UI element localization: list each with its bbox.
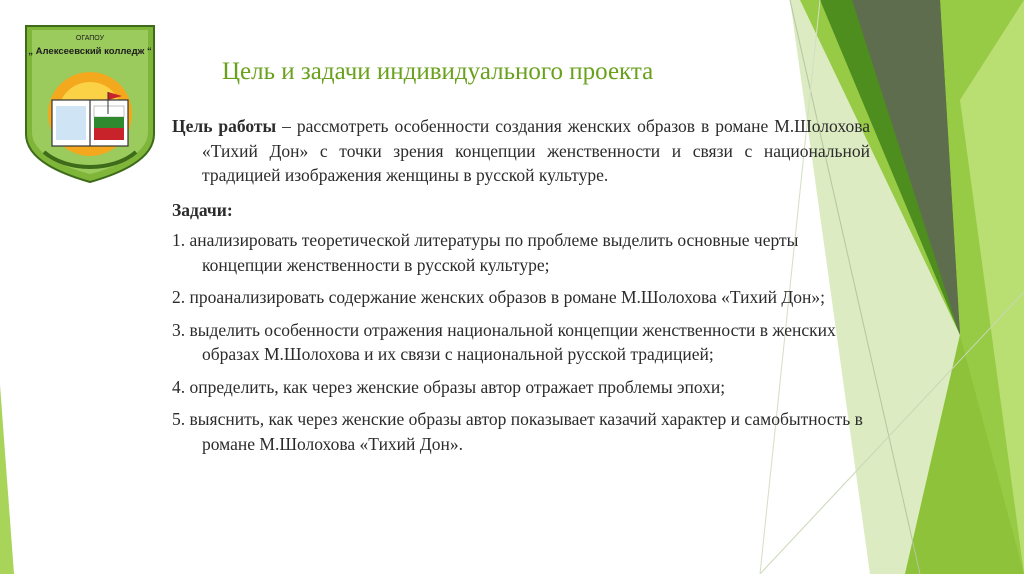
task-item: 3. выделить особенности отражения национальной концепции женственности в женских образах М.Шолохова и их связи с национальной русской традицией; (172, 319, 836, 364)
logo-org-abbr: ОГАПОУ (75, 35, 105, 42)
logo-org-name: „ Алексеевский колледж “ (28, 46, 152, 57)
tasks-list (172, 228, 870, 456)
goal-text: – рассмотреть особенности создания женских образов в романе М.Шолохова «Тихий Дон» с точки зрения концепции женственности и связи с национальной традицией изображения женщины в русской культуре. (202, 116, 870, 185)
goal-paragraph (172, 114, 870, 188)
college-logo (22, 22, 158, 184)
left-green-stripe (0, 385, 14, 574)
slide-content (172, 114, 870, 464)
goal-label: Цель работы (172, 116, 277, 136)
slide-title: Цель и задачи индивидуального проекта (222, 58, 654, 85)
task-item: 2. проанализировать содержание женских образов в романе М.Шолохова «Тихий Дон»; (172, 287, 826, 307)
tasks-heading: Задачи: (172, 199, 233, 220)
task-item: 4. определить, как через женские образы автор отражает проблемы эпохи; (172, 376, 726, 397)
task-item: 5. выяснить, как через женские образы автор показывает казачий характер и самобытность в романе М.Шолохова «Тихий Дон». (172, 409, 863, 454)
task-item: 1. анализировать теоретической литературы по проблеме выделить основные черты концепции женственности в русской культуре; (172, 230, 799, 275)
